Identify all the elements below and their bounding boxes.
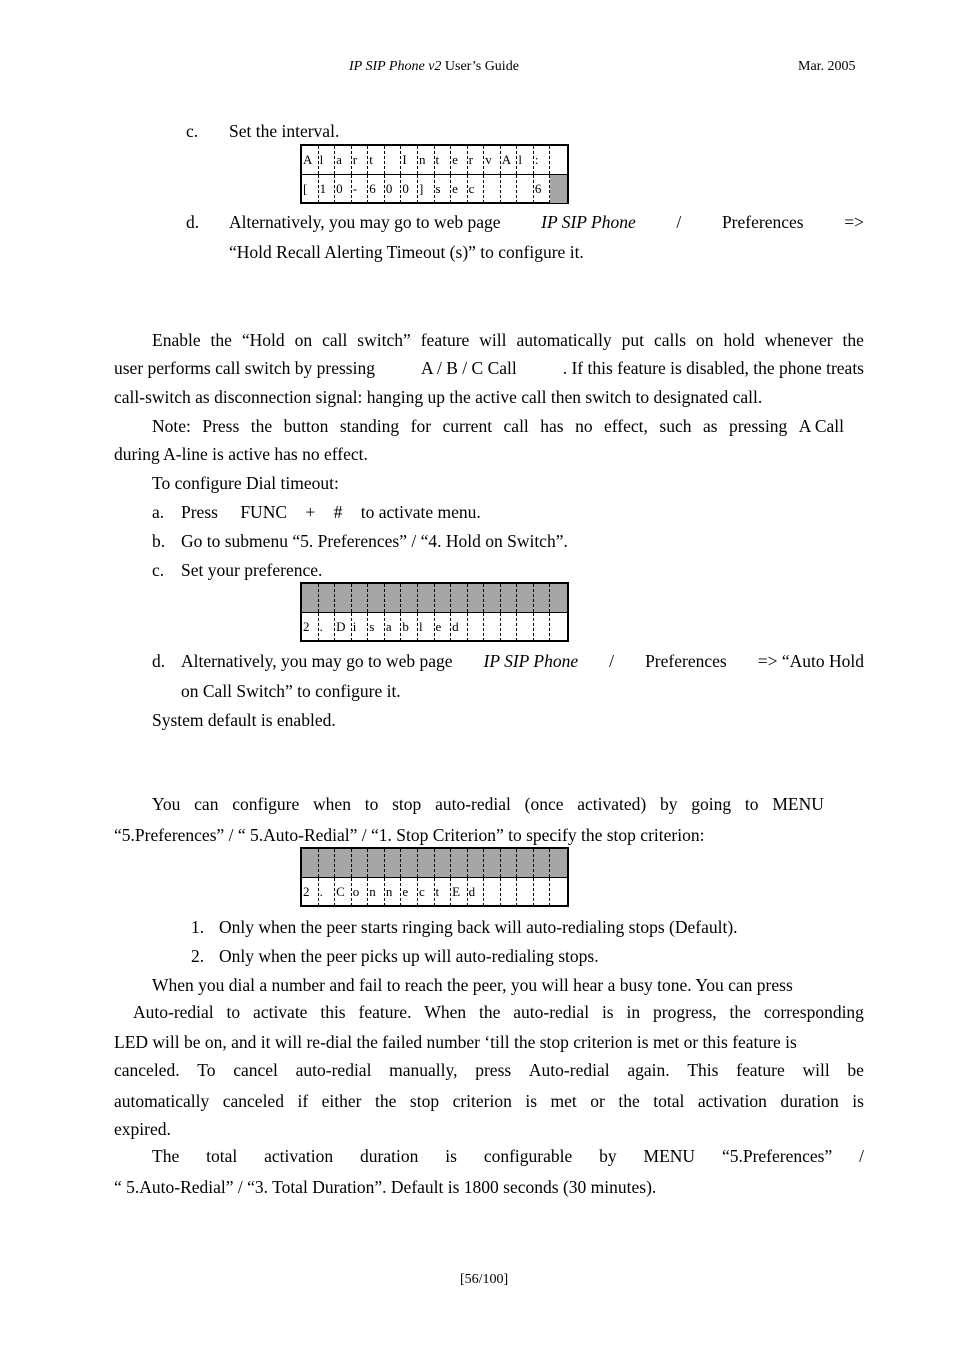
lcd-cell (550, 878, 567, 906)
text-segment: / (609, 651, 615, 671)
note-line: during A-line is active has no effect. (114, 444, 368, 464)
word: activation (697, 1091, 767, 1111)
lcd-cell (418, 849, 435, 877)
word: total (653, 1091, 685, 1111)
configure-intro: To configure Dial timeout: (152, 473, 339, 493)
lcd-cell (435, 849, 452, 877)
lcd-cell: 6 (368, 175, 385, 203)
word: activate (253, 1002, 308, 1022)
paragraph-line (114, 1060, 864, 1081)
word: by (599, 1146, 617, 1166)
lcd-cell (435, 584, 452, 612)
lcd-cell: b (401, 613, 418, 641)
lcd-cell (550, 146, 567, 174)
lcd-cell: e (435, 613, 452, 641)
word: can (194, 794, 219, 814)
lcd-cell: : (534, 146, 551, 174)
lcd-row (302, 849, 567, 878)
lcd-display-hold-on-switch (300, 582, 569, 642)
lcd-cell: A (302, 146, 319, 174)
text-segment: Press (181, 502, 218, 522)
lcd-cell (501, 613, 518, 641)
word: Enable (152, 330, 201, 350)
word: call (322, 330, 348, 350)
step-text-line (229, 212, 864, 233)
lcd-cell: 6 (534, 175, 551, 203)
lcd-cell: l (418, 613, 435, 641)
lcd-row (302, 584, 567, 613)
text-segment: Preferences (645, 651, 727, 671)
word: the (842, 330, 864, 350)
lcd-cell (451, 584, 468, 612)
note-line (152, 416, 844, 437)
step-text: Go to submenu “5. Preferences” / “4. Hold on Switch”. (181, 531, 568, 551)
word: To (197, 1060, 216, 1080)
lcd-row (302, 878, 567, 906)
lcd-cell: l (319, 146, 336, 174)
lcd-cell (501, 175, 518, 203)
lcd-cell: n (385, 878, 402, 906)
lcd-cell: d (451, 613, 468, 641)
step-text: Set the interval. (229, 121, 340, 141)
word: auto-redial (295, 1060, 372, 1080)
word: on (696, 330, 714, 350)
lcd-cell (484, 878, 501, 906)
lcd-cell: e (451, 146, 468, 174)
word: automatically (516, 330, 612, 350)
list-item: Only when the peer picks up will auto-redialing stops. (219, 946, 599, 966)
lcd-display-alert-interval (300, 144, 569, 204)
lcd-cell: r (352, 146, 369, 174)
lcd-cell (451, 849, 468, 877)
word: Auto-redial (133, 1002, 214, 1022)
lcd-cell: 2 (302, 878, 319, 906)
lcd-cell (534, 878, 551, 906)
paragraph-line: When you dial a number and fail to reach the peer, you will hear a busy tone. You can press (152, 975, 793, 995)
lcd-cell (484, 175, 501, 203)
lcd-cell (517, 849, 534, 877)
word: “Hold (241, 330, 285, 350)
key-hash: # (333, 502, 343, 522)
word: canceled. (114, 1060, 180, 1080)
word: again. (627, 1060, 670, 1080)
word: whenever (764, 330, 833, 350)
word: feature (420, 330, 470, 350)
word: automatically (114, 1091, 210, 1111)
word: This (687, 1060, 719, 1080)
paragraph-line (114, 358, 864, 379)
text-segment: + (305, 502, 316, 522)
lcd-cell: i (352, 613, 369, 641)
step-marker: d. (186, 212, 200, 232)
lcd-cell: t (435, 878, 452, 906)
lcd-cell: s (435, 175, 452, 203)
word: Press (202, 416, 240, 436)
paragraph-line (152, 794, 824, 815)
lcd-cell: . (319, 613, 336, 641)
lcd-cell (302, 584, 319, 612)
step-marker: c. (152, 560, 165, 580)
lcd-cell: a (385, 613, 402, 641)
step-marker: a. (152, 502, 165, 522)
lcd-cell: d (468, 878, 485, 906)
text-segment: => (844, 212, 864, 232)
word: configurable (483, 1146, 573, 1166)
word: no (575, 416, 593, 436)
lcd-cell (501, 878, 518, 906)
word: / (859, 1146, 864, 1166)
text-segment: / (676, 212, 682, 232)
lcd-row (302, 146, 567, 175)
word: configure (232, 794, 300, 814)
lcd-cell: [ (302, 175, 319, 203)
lcd-cell: . (319, 878, 336, 906)
lcd-cell (550, 175, 567, 203)
word: effect, (604, 416, 648, 436)
step-marker: c. (186, 121, 199, 141)
word: pressing (728, 416, 788, 436)
web-page-name: IP SIP Phone (541, 212, 636, 232)
word: going (691, 794, 732, 814)
word: stop (409, 1091, 440, 1111)
step-text (181, 502, 481, 522)
word: the (479, 1002, 501, 1022)
lcd-cell (484, 613, 501, 641)
lcd-cell: c (468, 175, 485, 203)
word: duration (360, 1146, 419, 1166)
word: to (226, 1002, 241, 1022)
word: press (475, 1060, 512, 1080)
list-item: Only when the peer starts ringing back will auto-redialing stops (Default). (219, 917, 738, 937)
word: duration (780, 1091, 839, 1111)
word: progress, (653, 1002, 717, 1022)
lcd-cell: n (418, 146, 435, 174)
page-header-date: Mar. 2005 (798, 59, 856, 74)
word: in (626, 1002, 641, 1022)
lcd-cell (319, 584, 336, 612)
word: A Call (798, 416, 844, 436)
lcd-cell (550, 849, 567, 877)
word: is (852, 1091, 864, 1111)
lcd-cell (468, 849, 485, 877)
word: activated) (577, 794, 647, 814)
lcd-cell (302, 849, 319, 877)
lcd-cell (517, 584, 534, 612)
lcd-cell: v (484, 146, 501, 174)
lcd-cell: n (368, 878, 385, 906)
lcd-cell (468, 584, 485, 612)
step-marker: d. (152, 651, 166, 671)
lcd-row (302, 175, 567, 203)
lcd-cell (368, 584, 385, 612)
word: calls (653, 330, 687, 350)
word: the (375, 1091, 397, 1111)
word: stop (392, 794, 422, 814)
header-guide-label: User’s Guide (441, 59, 519, 74)
word: this (320, 1002, 346, 1022)
paragraph-line: call-switch as disconnection signal: hanging up the active call then switch to designated call. (114, 387, 763, 407)
paragraph-line (133, 1002, 864, 1023)
lcd-cell: s (368, 613, 385, 641)
word: the (250, 416, 273, 436)
lcd-cell (534, 584, 551, 612)
word: by (660, 794, 678, 814)
lcd-cell: - (352, 175, 369, 203)
lcd-cell (517, 878, 534, 906)
word: the (729, 1002, 751, 1022)
lcd-cell: e (401, 878, 418, 906)
lcd-cell (352, 849, 369, 877)
word: MENU (643, 1146, 696, 1166)
word: when (313, 794, 351, 814)
word: current (442, 416, 493, 436)
word: corresponding (763, 1002, 864, 1022)
word: such (659, 416, 692, 436)
page-header-title (349, 59, 519, 75)
paragraph-line: “5.Preferences” / “ 5.Auto-Redial” / “1. Stop Criterion” to specify the stop criterion: (114, 825, 705, 845)
word: Auto-redial (528, 1060, 610, 1080)
word: either (321, 1091, 362, 1111)
word: The (152, 1146, 180, 1166)
lcd-cell (468, 613, 485, 641)
word: hold (723, 330, 755, 350)
list-marker: 2. (191, 946, 205, 966)
lcd-cell (534, 613, 551, 641)
word: is (445, 1146, 457, 1166)
word: “5.Preferences” (721, 1146, 833, 1166)
lcd-cell (517, 175, 534, 203)
lcd-cell (401, 849, 418, 877)
word: is (525, 1091, 538, 1111)
step-text-line: on Call Switch” to configure it. (181, 681, 401, 701)
word: to (364, 794, 379, 814)
word: be (847, 1060, 864, 1080)
lcd-cell (550, 613, 567, 641)
lcd-cell: t (435, 146, 452, 174)
word: canceled (222, 1091, 284, 1111)
word: activation (264, 1146, 334, 1166)
paragraph-line: LED will be on, and it will re-dial the failed number ‘till the stop criterion is met or this feature is (114, 1032, 797, 1052)
lcd-cell (418, 584, 435, 612)
lcd-cell: ] (418, 175, 435, 203)
word: You (152, 794, 181, 814)
lcd-cell (501, 584, 518, 612)
word: total (206, 1146, 238, 1166)
lcd-cell: I (401, 146, 418, 174)
button-label-abc-call: A / B / C Call (420, 358, 517, 378)
word: auto-redial (513, 1002, 590, 1022)
text-segment: user performs call switch by pressing (114, 358, 375, 378)
word: put (621, 330, 645, 350)
lcd-cell (335, 584, 352, 612)
key-func: FUNC (240, 502, 288, 522)
lcd-cell: t (368, 146, 385, 174)
lcd-cell (352, 584, 369, 612)
lcd-cell (385, 584, 402, 612)
lcd-cell: D (335, 613, 352, 641)
lcd-cell: 0 (385, 175, 402, 203)
step-text: Set your preference. (181, 560, 323, 580)
paragraph-line: expired. (114, 1119, 171, 1139)
word: switch” (357, 330, 411, 350)
word: has (540, 416, 564, 436)
lcd-cell (484, 584, 501, 612)
word: criterion (452, 1091, 512, 1111)
lcd-cell (501, 849, 518, 877)
step-text-line (181, 651, 864, 672)
word: standing (339, 416, 400, 436)
lcd-row (302, 613, 567, 641)
paragraph-line (114, 1091, 864, 1112)
word: will (479, 330, 507, 350)
step-marker: b. (152, 531, 166, 551)
lcd-cell: A (501, 146, 518, 174)
lcd-cell (517, 613, 534, 641)
word: feature (736, 1060, 785, 1080)
word: feature. (358, 1002, 412, 1022)
word: for (410, 416, 432, 436)
web-page-name: IP SIP Phone (483, 651, 579, 671)
lcd-cell: 1 (319, 175, 336, 203)
lcd-cell: c (418, 878, 435, 906)
lcd-cell (534, 849, 551, 877)
word: or (590, 1091, 605, 1111)
word: When (424, 1002, 467, 1022)
word: cancel (233, 1060, 278, 1080)
lcd-cell: 0 (335, 175, 352, 203)
word: the (210, 330, 232, 350)
word: if (297, 1091, 309, 1111)
word: on (294, 330, 313, 350)
lcd-cell: E (451, 878, 468, 906)
paragraph-line (152, 1146, 864, 1167)
word: the (618, 1091, 640, 1111)
lcd-cell (401, 584, 418, 612)
header-product-name: IP SIP Phone v2 (349, 59, 442, 74)
lcd-cell: 2 (302, 613, 319, 641)
text-segment: to activate menu. (360, 502, 481, 522)
text-segment: Alternatively, you may go to web page (181, 651, 453, 671)
paragraph-line: “ 5.Auto-Redial” / “3. Total Duration”. Default is 1800 seconds (30 minutes). (114, 1177, 657, 1197)
lcd-cell (368, 849, 385, 877)
list-marker: 1. (191, 917, 205, 937)
lcd-cell (335, 849, 352, 877)
word: MENU (772, 794, 824, 814)
word: auto-redial (435, 794, 511, 814)
lcd-cell: l (517, 146, 534, 174)
lcd-cell: r (468, 146, 485, 174)
lcd-cell (550, 584, 567, 612)
word: manually, (389, 1060, 458, 1080)
text-segment: Alternatively, you may go to web page (229, 212, 501, 232)
step-text-line: “Hold Recall Alerting Timeout (s)” to configure it. (229, 242, 584, 262)
word: is (601, 1002, 614, 1022)
lcd-cell: o (352, 878, 369, 906)
lcd-cell (319, 849, 336, 877)
text-segment: => “Auto Hold (757, 651, 864, 671)
lcd-cell (385, 146, 402, 174)
lcd-display-stop-criterion (300, 847, 569, 907)
word: button (283, 416, 329, 436)
page-number: [56/100] (460, 1272, 509, 1287)
paragraph-line (152, 330, 864, 351)
lcd-cell: a (335, 146, 352, 174)
system-default-note: System default is enabled. (152, 710, 336, 730)
lcd-cell (484, 849, 501, 877)
word: as (702, 416, 718, 436)
lcd-cell: C (335, 878, 352, 906)
text-segment: . If this feature is disabled, the phone treats (562, 358, 864, 378)
lcd-cell (385, 849, 402, 877)
lcd-cell: 0 (401, 175, 418, 203)
word: (once (524, 794, 564, 814)
word: call (503, 416, 529, 436)
word: to (744, 794, 759, 814)
word: will (802, 1060, 830, 1080)
text-segment: Preferences (721, 212, 804, 232)
lcd-cell: e (451, 175, 468, 203)
word: met (550, 1091, 577, 1111)
word: Note: (152, 416, 191, 436)
